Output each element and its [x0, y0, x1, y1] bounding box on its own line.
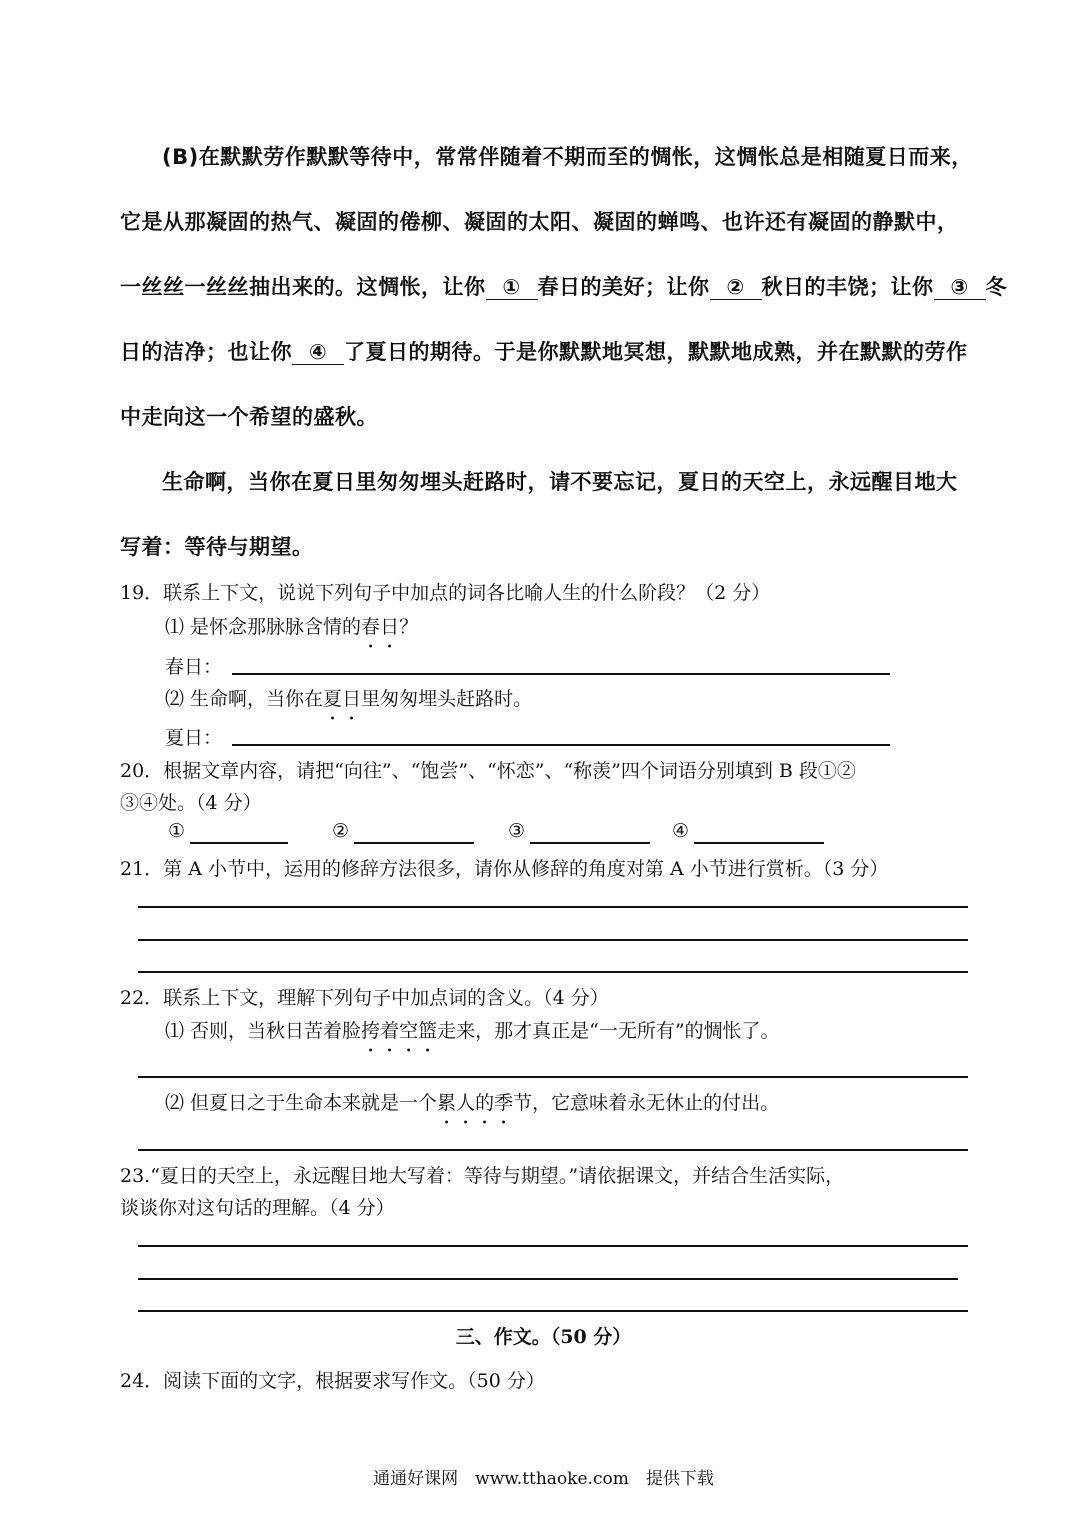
answer-line[interactable]	[138, 971, 968, 973]
question-19-stem: 19．联系上下文，说说下列句子中加点的词各比喻人生的什么阶段？（2 分）	[120, 582, 771, 604]
answer-line[interactable]	[138, 1278, 958, 1280]
passage-text: 日的洁净；也让你	[120, 340, 292, 364]
question-20-stem-1: 20．根据文章内容，请把“向往”、“饱尝”、“怀恋”、“称羡”四个词语分别填到 B 段①②	[120, 760, 856, 782]
sentence-text: 里匆匆埋头赶路时。	[361, 688, 533, 710]
question-19-sentence-1	[165, 612, 418, 639]
marker-4: ④	[672, 820, 690, 842]
passage-line-6: 生命啊，当你在夏日里匆匆埋头赶路时，请不要忘记，夏日的天空上，永远醒目地大	[162, 470, 958, 494]
question-23-stem-2: 谈谈你对这句话的理解。（4 分）	[120, 1197, 395, 1219]
passage-text: 了夏日的期待。于是你默默地冥想，默默地成熟，并在默默的劳作	[344, 340, 968, 364]
answer-label-spring: 春日：	[165, 656, 223, 678]
answer-line[interactable]	[138, 1245, 968, 1247]
blank-2: ②	[710, 275, 762, 300]
question-19-sentence-2	[165, 684, 532, 711]
sentence-text: ？	[399, 616, 419, 638]
dotted-word: 累人的季	[437, 1092, 514, 1114]
sentence-text: ⑴ 否则，当秋日苦着脸	[165, 1020, 362, 1042]
answer-line[interactable]	[138, 1310, 968, 1312]
answer-line[interactable]	[354, 842, 474, 844]
marker-3: ③	[508, 820, 526, 842]
marker-2: ②	[332, 820, 350, 842]
section-heading: 三、作文。（50 分）	[455, 1326, 632, 1348]
question-21-stem: 21．第 A 小节中，运用的修辞方法很多，请你从修辞的角度对第 A 小节进行赏析。（3 分）	[120, 858, 889, 880]
passage-text: 一丝丝一丝丝抽出来的。这惆怅，让你	[120, 275, 486, 299]
passage-line-3	[120, 271, 1007, 301]
passage-line-2: 它是从那凝固的热气、凝固的倦柳、凝固的太阳、凝固的蝉鸣、也许还有凝固的静默中，	[120, 210, 959, 234]
blank-4: ④	[292, 340, 344, 365]
passage-text: 春日的美好；让你	[537, 275, 710, 299]
dotted-word: 夏日	[323, 688, 362, 710]
question-23-stem-1: 23.“夏日的天空上，永远醒目地大写着：等待与期望。”请依据课文，并结合生活实际，	[120, 1165, 845, 1187]
passage-text: 冬	[985, 275, 1007, 299]
blank-1: ①	[486, 275, 538, 300]
dotted-word: 春日	[361, 616, 400, 638]
passage-line-5: 中走向这一个希望的盛秋。	[120, 405, 378, 429]
question-22-stem: 22．联系上下文，理解下列句子中加点词的含义。（4 分）	[120, 987, 609, 1009]
answer-line[interactable]	[530, 842, 650, 844]
question-22-sentence-1	[165, 1016, 780, 1043]
answer-line[interactable]	[232, 673, 890, 675]
answer-line[interactable]	[138, 906, 968, 908]
answer-line[interactable]	[190, 842, 288, 844]
passage-text: 秋日的丰饶；让你	[761, 275, 934, 299]
question-22-sentence-2	[165, 1088, 779, 1115]
sentence-text: ⑵ 但夏日之于生命本来就是一个	[165, 1092, 438, 1114]
page-footer: 通通好课网 www.tthaoke.com 提供下载	[373, 1469, 714, 1489]
answer-label-summer: 夏日：	[165, 727, 223, 749]
sentence-text: 走来，那才真正是“一无所有”的惆怅了。	[437, 1020, 780, 1042]
answer-line[interactable]	[138, 1149, 968, 1151]
passage-line-7: 写着：等待与期望。	[120, 535, 314, 559]
answer-line[interactable]	[138, 1076, 968, 1078]
sentence-text: 节，它意味着永无休止的付出。	[513, 1092, 780, 1114]
blank-3: ③	[934, 275, 986, 300]
answer-line[interactable]	[138, 939, 968, 941]
question-24-stem: 24．阅读下面的文字，根据要求写作文。（50 分）	[120, 1370, 545, 1392]
dotted-word: 挎着空篮	[361, 1020, 438, 1042]
marker-1: ①	[168, 820, 186, 842]
question-20-stem-2: ③④处。（4 分）	[120, 792, 262, 814]
answer-line[interactable]	[694, 842, 824, 844]
answer-line[interactable]	[232, 744, 890, 746]
sentence-text: ⑴ 是怀念那脉脉含情的	[165, 616, 362, 638]
sentence-text: ⑵ 生命啊，当你在	[165, 688, 324, 710]
passage-line-4	[120, 336, 968, 366]
passage-line-1: (B)在默默劳作默默等待中，常常伴随着不期而至的惆怅，这惆怅总是相随夏日而来，	[162, 145, 973, 169]
